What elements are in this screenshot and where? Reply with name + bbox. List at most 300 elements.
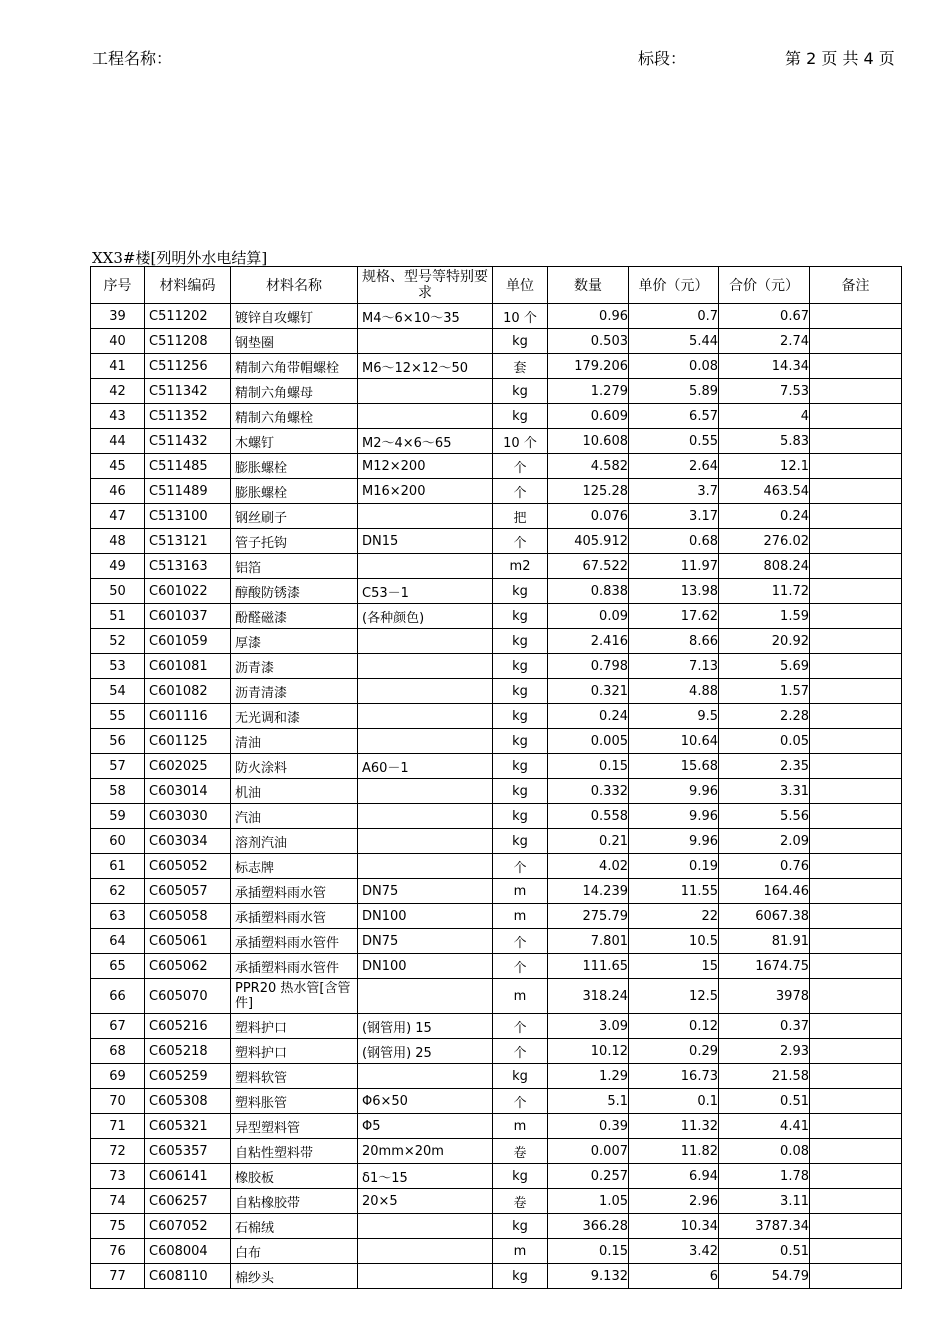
cell-name: 防火涂料 bbox=[231, 754, 358, 779]
cell-unit: 个 bbox=[493, 454, 548, 479]
cell-unit-price: 0.1 bbox=[629, 1089, 719, 1114]
cell-code: C605321 bbox=[145, 1114, 231, 1139]
cell-total-price: 0.24 bbox=[719, 504, 810, 529]
cell-unit-price: 0.19 bbox=[629, 854, 719, 879]
cell-total-price: 5.83 bbox=[719, 429, 810, 454]
cell-total-price: 4 bbox=[719, 404, 810, 429]
cell-quantity: 4.02 bbox=[548, 854, 629, 879]
cell-remarks bbox=[810, 504, 902, 529]
table-row bbox=[91, 804, 902, 829]
cell-unit-price: 5.89 bbox=[629, 379, 719, 404]
cell-unit-price: 9.5 bbox=[629, 704, 719, 729]
table-row bbox=[91, 1064, 902, 1089]
cell-name: 管子托钩 bbox=[231, 529, 358, 554]
cell-quantity: 0.21 bbox=[548, 829, 629, 854]
cell-total-price: 1.78 bbox=[719, 1164, 810, 1189]
cell-quantity: 0.15 bbox=[548, 754, 629, 779]
cell-name: PPR20 热水管[含管件] bbox=[231, 979, 358, 1014]
cell-no: 75 bbox=[91, 1214, 145, 1239]
cell-no: 60 bbox=[91, 829, 145, 854]
cell-no: 70 bbox=[91, 1089, 145, 1114]
table-row bbox=[91, 729, 902, 754]
cell-name: 棉纱头 bbox=[231, 1264, 358, 1289]
cell-code: C605070 bbox=[145, 979, 231, 1014]
cell-name: 汽油 bbox=[231, 804, 358, 829]
cell-name: 白布 bbox=[231, 1239, 358, 1264]
cell-spec: M16×200 bbox=[358, 479, 493, 504]
cell-unit-price: 3.17 bbox=[629, 504, 719, 529]
cell-code: C511352 bbox=[145, 404, 231, 429]
table-row bbox=[91, 604, 902, 629]
col-header-remarks: 备注 bbox=[810, 267, 902, 304]
cell-quantity: 0.609 bbox=[548, 404, 629, 429]
cell-total-price: 81.91 bbox=[719, 929, 810, 954]
cell-spec bbox=[358, 329, 493, 354]
cell-unit: kg bbox=[493, 704, 548, 729]
cell-remarks bbox=[810, 1039, 902, 1064]
cell-no: 74 bbox=[91, 1189, 145, 1214]
table-row bbox=[91, 529, 902, 554]
table-row bbox=[91, 679, 902, 704]
cell-unit-price: 2.64 bbox=[629, 454, 719, 479]
cell-quantity: 10.608 bbox=[548, 429, 629, 454]
cell-no: 73 bbox=[91, 1164, 145, 1189]
cell-quantity: 0.09 bbox=[548, 604, 629, 629]
cell-spec: M6～12×12～50 bbox=[358, 354, 493, 379]
cell-total-price: 14.34 bbox=[719, 354, 810, 379]
cell-total-price: 1.57 bbox=[719, 679, 810, 704]
cell-remarks bbox=[810, 929, 902, 954]
cell-unit: 个 bbox=[493, 954, 548, 979]
cell-spec bbox=[358, 829, 493, 854]
cell-remarks bbox=[810, 754, 902, 779]
cell-unit-price: 16.73 bbox=[629, 1064, 719, 1089]
cell-quantity: 3.09 bbox=[548, 1014, 629, 1039]
cell-total-price: 5.69 bbox=[719, 654, 810, 679]
cell-code: C601081 bbox=[145, 654, 231, 679]
cell-spec bbox=[358, 1064, 493, 1089]
cell-unit-price: 3.42 bbox=[629, 1239, 719, 1264]
page-info: 第 2 页 共 4 页 bbox=[785, 49, 895, 68]
cell-unit: kg bbox=[493, 754, 548, 779]
cell-code: C605216 bbox=[145, 1014, 231, 1039]
cell-unit-price: 0.29 bbox=[629, 1039, 719, 1064]
cell-unit: 把 bbox=[493, 504, 548, 529]
cell-code: C605057 bbox=[145, 879, 231, 904]
cell-quantity: 111.65 bbox=[548, 954, 629, 979]
cell-spec: M12×200 bbox=[358, 454, 493, 479]
cell-quantity: 0.15 bbox=[548, 1239, 629, 1264]
cell-unit: kg bbox=[493, 804, 548, 829]
table-row bbox=[91, 904, 902, 929]
cell-remarks bbox=[810, 1114, 902, 1139]
cell-no: 71 bbox=[91, 1114, 145, 1139]
cell-code: C606257 bbox=[145, 1189, 231, 1214]
cell-unit: 个 bbox=[493, 529, 548, 554]
cell-remarks bbox=[810, 654, 902, 679]
cell-no: 76 bbox=[91, 1239, 145, 1264]
cell-code: C605259 bbox=[145, 1064, 231, 1089]
cell-total-price: 0.08 bbox=[719, 1139, 810, 1164]
cell-no: 56 bbox=[91, 729, 145, 754]
cell-unit: 个 bbox=[493, 1089, 548, 1114]
cell-spec bbox=[358, 679, 493, 704]
cell-quantity: 0.838 bbox=[548, 579, 629, 604]
cell-no: 68 bbox=[91, 1039, 145, 1064]
cell-total-price: 0.37 bbox=[719, 1014, 810, 1039]
cell-remarks bbox=[810, 954, 902, 979]
cell-unit: kg bbox=[493, 404, 548, 429]
cell-code: C605062 bbox=[145, 954, 231, 979]
cell-code: C513163 bbox=[145, 554, 231, 579]
cell-no: 51 bbox=[91, 604, 145, 629]
cell-spec bbox=[358, 804, 493, 829]
cell-unit: 卷 bbox=[493, 1139, 548, 1164]
cell-name: 木螺钉 bbox=[231, 429, 358, 454]
cell-unit-price: 11.82 bbox=[629, 1139, 719, 1164]
cell-remarks bbox=[810, 1214, 902, 1239]
section-label: 标段： bbox=[638, 49, 687, 68]
table-row bbox=[91, 879, 902, 904]
cell-unit-price: 7.13 bbox=[629, 654, 719, 679]
table-row bbox=[91, 654, 902, 679]
cell-no: 69 bbox=[91, 1064, 145, 1089]
cell-no: 66 bbox=[91, 979, 145, 1014]
cell-name: 精制六角带帽螺栓 bbox=[231, 354, 358, 379]
cell-name: 沥青漆 bbox=[231, 654, 358, 679]
cell-code: C511256 bbox=[145, 354, 231, 379]
cell-spec bbox=[358, 979, 493, 1014]
cell-remarks bbox=[810, 1264, 902, 1289]
table-row bbox=[91, 1039, 902, 1064]
cell-quantity: 0.39 bbox=[548, 1114, 629, 1139]
cell-no: 64 bbox=[91, 929, 145, 954]
cell-no: 54 bbox=[91, 679, 145, 704]
cell-total-price: 21.58 bbox=[719, 1064, 810, 1089]
materials-table bbox=[90, 266, 902, 1289]
cell-no: 63 bbox=[91, 904, 145, 929]
cell-no: 77 bbox=[91, 1264, 145, 1289]
cell-total-price: 3.11 bbox=[719, 1189, 810, 1214]
cell-total-price: 0.67 bbox=[719, 304, 810, 329]
cell-unit: 10 个 bbox=[493, 429, 548, 454]
cell-quantity: 366.28 bbox=[548, 1214, 629, 1239]
cell-unit: 10 个 bbox=[493, 304, 548, 329]
cell-quantity: 0.076 bbox=[548, 504, 629, 529]
cell-code: C606141 bbox=[145, 1164, 231, 1189]
cell-remarks bbox=[810, 529, 902, 554]
cell-unit-price: 2.96 bbox=[629, 1189, 719, 1214]
cell-total-price: 1.59 bbox=[719, 604, 810, 629]
cell-spec: A60－1 bbox=[358, 754, 493, 779]
table-row bbox=[91, 929, 902, 954]
cell-no: 53 bbox=[91, 654, 145, 679]
table-row bbox=[91, 779, 902, 804]
cell-total-price: 0.05 bbox=[719, 729, 810, 754]
cell-quantity: 0.24 bbox=[548, 704, 629, 729]
cell-quantity: 0.332 bbox=[548, 779, 629, 804]
cell-spec: (钢管用) 15 bbox=[358, 1014, 493, 1039]
cell-unit-price: 11.55 bbox=[629, 879, 719, 904]
table-row bbox=[91, 354, 902, 379]
col-header-code: 材料编码 bbox=[145, 267, 231, 304]
cell-remarks bbox=[810, 579, 902, 604]
cell-name: 机油 bbox=[231, 779, 358, 804]
cell-unit-price: 8.66 bbox=[629, 629, 719, 654]
cell-unit: m bbox=[493, 879, 548, 904]
cell-code: C601125 bbox=[145, 729, 231, 754]
cell-no: 46 bbox=[91, 479, 145, 504]
cell-total-price: 276.02 bbox=[719, 529, 810, 554]
table-row bbox=[91, 1139, 902, 1164]
table-header-row bbox=[91, 267, 902, 304]
cell-spec: Φ6×50 bbox=[358, 1089, 493, 1114]
table-row bbox=[91, 479, 902, 504]
cell-spec bbox=[358, 729, 493, 754]
table-row bbox=[91, 429, 902, 454]
cell-code: C603030 bbox=[145, 804, 231, 829]
cell-unit: kg bbox=[493, 379, 548, 404]
cell-no: 61 bbox=[91, 854, 145, 879]
cell-total-price: 2.93 bbox=[719, 1039, 810, 1064]
cell-unit-price: 12.5 bbox=[629, 979, 719, 1014]
cell-quantity: 318.24 bbox=[548, 979, 629, 1014]
cell-no: 62 bbox=[91, 879, 145, 904]
col-header-spec: 规格、型号等特别要求 bbox=[358, 267, 493, 304]
table-row bbox=[91, 829, 902, 854]
cell-unit: 个 bbox=[493, 1014, 548, 1039]
cell-total-price: 3978 bbox=[719, 979, 810, 1014]
table-row bbox=[91, 554, 902, 579]
cell-total-price: 3787.34 bbox=[719, 1214, 810, 1239]
cell-unit-price: 10.34 bbox=[629, 1214, 719, 1239]
cell-quantity: 5.1 bbox=[548, 1089, 629, 1114]
cell-spec bbox=[358, 1239, 493, 1264]
cell-spec: DN100 bbox=[358, 954, 493, 979]
cell-name: 溶剂汽油 bbox=[231, 829, 358, 854]
cell-unit: 套 bbox=[493, 354, 548, 379]
cell-code: C605357 bbox=[145, 1139, 231, 1164]
cell-total-price: 2.74 bbox=[719, 329, 810, 354]
cell-total-price: 463.54 bbox=[719, 479, 810, 504]
cell-unit: m2 bbox=[493, 554, 548, 579]
cell-unit-price: 10.64 bbox=[629, 729, 719, 754]
cell-unit-price: 3.7 bbox=[629, 479, 719, 504]
cell-name: 镀锌自攻螺钉 bbox=[231, 304, 358, 329]
cell-spec bbox=[358, 854, 493, 879]
cell-code: C602025 bbox=[145, 754, 231, 779]
cell-total-price: 54.79 bbox=[719, 1264, 810, 1289]
cell-spec: M4～6×10～35 bbox=[358, 304, 493, 329]
cell-no: 55 bbox=[91, 704, 145, 729]
table-row bbox=[91, 329, 902, 354]
cell-unit: kg bbox=[493, 779, 548, 804]
cell-no: 52 bbox=[91, 629, 145, 654]
cell-total-price: 5.56 bbox=[719, 804, 810, 829]
cell-quantity: 0.558 bbox=[548, 804, 629, 829]
cell-no: 43 bbox=[91, 404, 145, 429]
cell-quantity: 0.503 bbox=[548, 329, 629, 354]
cell-name: 橡胶板 bbox=[231, 1164, 358, 1189]
cell-remarks bbox=[810, 1139, 902, 1164]
cell-remarks bbox=[810, 1239, 902, 1264]
cell-spec bbox=[358, 1264, 493, 1289]
cell-total-price: 7.53 bbox=[719, 379, 810, 404]
table-row bbox=[91, 979, 902, 1014]
cell-spec: DN75 bbox=[358, 929, 493, 954]
table-row bbox=[91, 504, 902, 529]
cell-no: 59 bbox=[91, 804, 145, 829]
cell-unit: kg bbox=[493, 1064, 548, 1089]
cell-spec bbox=[358, 1214, 493, 1239]
cell-remarks bbox=[810, 829, 902, 854]
cell-quantity: 125.28 bbox=[548, 479, 629, 504]
cell-quantity: 275.79 bbox=[548, 904, 629, 929]
cell-code: C603014 bbox=[145, 779, 231, 804]
cell-name: 厚漆 bbox=[231, 629, 358, 654]
cell-total-price: 0.51 bbox=[719, 1239, 810, 1264]
cell-name: 自粘性塑料带 bbox=[231, 1139, 358, 1164]
table-row bbox=[91, 404, 902, 429]
cell-spec bbox=[358, 629, 493, 654]
cell-no: 44 bbox=[91, 429, 145, 454]
table-caption: XX3#楼[列明外水电结算] bbox=[92, 249, 268, 267]
cell-quantity: 7.801 bbox=[548, 929, 629, 954]
cell-unit: kg bbox=[493, 679, 548, 704]
cell-code: C605052 bbox=[145, 854, 231, 879]
cell-code: C603034 bbox=[145, 829, 231, 854]
cell-name: 塑料软管 bbox=[231, 1064, 358, 1089]
cell-unit: kg bbox=[493, 629, 548, 654]
cell-code: C601082 bbox=[145, 679, 231, 704]
cell-remarks bbox=[810, 854, 902, 879]
cell-remarks bbox=[810, 1064, 902, 1089]
cell-unit-price: 0.12 bbox=[629, 1014, 719, 1039]
cell-name: 塑料护口 bbox=[231, 1039, 358, 1064]
cell-remarks bbox=[810, 1189, 902, 1214]
cell-remarks bbox=[810, 804, 902, 829]
cell-remarks bbox=[810, 679, 902, 704]
cell-remarks bbox=[810, 979, 902, 1014]
cell-unit-price: 9.96 bbox=[629, 829, 719, 854]
cell-spec bbox=[358, 654, 493, 679]
cell-spec: (各种颜色) bbox=[358, 604, 493, 629]
col-header-unit-price: 单价（元） bbox=[629, 267, 719, 304]
cell-code: C513100 bbox=[145, 504, 231, 529]
cell-code: C608004 bbox=[145, 1239, 231, 1264]
col-header-name: 材料名称 bbox=[231, 267, 358, 304]
cell-remarks bbox=[810, 429, 902, 454]
table-row bbox=[91, 704, 902, 729]
cell-code: C511208 bbox=[145, 329, 231, 354]
cell-remarks bbox=[810, 454, 902, 479]
cell-total-price: 3.31 bbox=[719, 779, 810, 804]
cell-code: C511485 bbox=[145, 454, 231, 479]
cell-code: C607052 bbox=[145, 1214, 231, 1239]
cell-quantity: 1.279 bbox=[548, 379, 629, 404]
cell-code: C601022 bbox=[145, 579, 231, 604]
cell-code: C601059 bbox=[145, 629, 231, 654]
cell-spec bbox=[358, 379, 493, 404]
cell-name: 石棉绒 bbox=[231, 1214, 358, 1239]
cell-no: 58 bbox=[91, 779, 145, 804]
table-row bbox=[91, 854, 902, 879]
cell-quantity: 0.257 bbox=[548, 1164, 629, 1189]
cell-no: 47 bbox=[91, 504, 145, 529]
cell-unit: 个 bbox=[493, 929, 548, 954]
cell-unit-price: 11.97 bbox=[629, 554, 719, 579]
cell-remarks bbox=[810, 354, 902, 379]
cell-total-price: 164.46 bbox=[719, 879, 810, 904]
cell-remarks bbox=[810, 779, 902, 804]
table-row bbox=[91, 954, 902, 979]
cell-name: 清油 bbox=[231, 729, 358, 754]
cell-name: 承插塑料雨水管 bbox=[231, 879, 358, 904]
cell-name: 无光调和漆 bbox=[231, 704, 358, 729]
cell-name: 钢丝刷子 bbox=[231, 504, 358, 529]
cell-name: 精制六角螺母 bbox=[231, 379, 358, 404]
cell-remarks bbox=[810, 304, 902, 329]
cell-name: 标志牌 bbox=[231, 854, 358, 879]
cell-total-price: 12.1 bbox=[719, 454, 810, 479]
cell-remarks bbox=[810, 1164, 902, 1189]
cell-unit-price: 15 bbox=[629, 954, 719, 979]
cell-no: 48 bbox=[91, 529, 145, 554]
cell-remarks bbox=[810, 904, 902, 929]
cell-spec bbox=[358, 779, 493, 804]
cell-quantity: 4.582 bbox=[548, 454, 629, 479]
cell-unit: kg bbox=[493, 654, 548, 679]
cell-spec: DN100 bbox=[358, 904, 493, 929]
cell-quantity: 10.12 bbox=[548, 1039, 629, 1064]
cell-unit-price: 0.08 bbox=[629, 354, 719, 379]
cell-unit-price: 0.68 bbox=[629, 529, 719, 554]
cell-no: 57 bbox=[91, 754, 145, 779]
cell-total-price: 11.72 bbox=[719, 579, 810, 604]
cell-unit-price: 0.55 bbox=[629, 429, 719, 454]
cell-unit: kg bbox=[493, 1264, 548, 1289]
cell-no: 45 bbox=[91, 454, 145, 479]
table-row bbox=[91, 1239, 902, 1264]
cell-unit-price: 9.96 bbox=[629, 779, 719, 804]
table-row bbox=[91, 1214, 902, 1239]
cell-code: C601037 bbox=[145, 604, 231, 629]
cell-quantity: 179.206 bbox=[548, 354, 629, 379]
cell-unit-price: 6 bbox=[629, 1264, 719, 1289]
col-header-quantity: 数量 bbox=[548, 267, 629, 304]
cell-code: C605308 bbox=[145, 1089, 231, 1114]
cell-code: C605061 bbox=[145, 929, 231, 954]
cell-no: 41 bbox=[91, 354, 145, 379]
cell-unit: 卷 bbox=[493, 1189, 548, 1214]
cell-no: 72 bbox=[91, 1139, 145, 1164]
cell-unit: m bbox=[493, 979, 548, 1014]
cell-no: 67 bbox=[91, 1014, 145, 1039]
cell-code: C511432 bbox=[145, 429, 231, 454]
cell-code: C511342 bbox=[145, 379, 231, 404]
cell-no: 40 bbox=[91, 329, 145, 354]
cell-name: 醇酸防锈漆 bbox=[231, 579, 358, 604]
cell-remarks bbox=[810, 604, 902, 629]
cell-remarks bbox=[810, 1089, 902, 1114]
cell-unit-price: 13.98 bbox=[629, 579, 719, 604]
table-row bbox=[91, 754, 902, 779]
cell-quantity: 0.96 bbox=[548, 304, 629, 329]
cell-quantity: 9.132 bbox=[548, 1264, 629, 1289]
cell-unit-price: 11.32 bbox=[629, 1114, 719, 1139]
cell-no: 65 bbox=[91, 954, 145, 979]
cell-unit: kg bbox=[493, 579, 548, 604]
